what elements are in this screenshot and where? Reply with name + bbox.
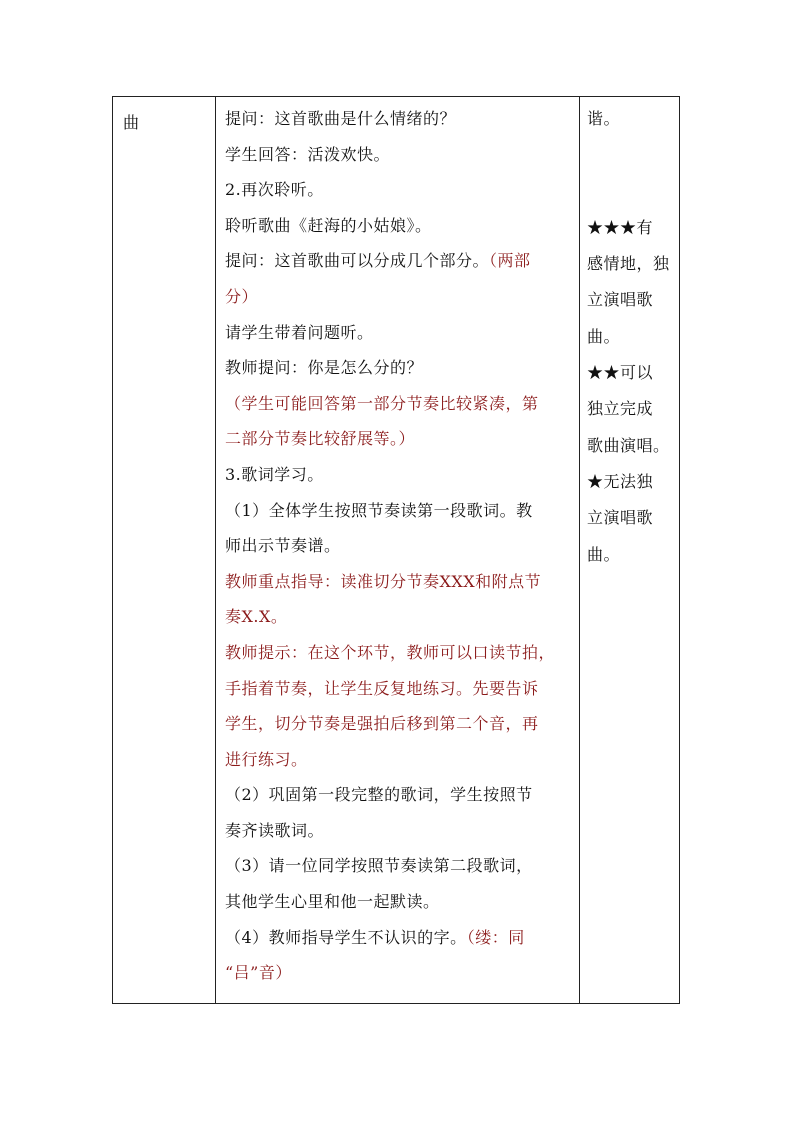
evaluation-line: 感情地，独 bbox=[587, 254, 670, 274]
lesson-table bbox=[112, 96, 680, 1004]
activity-text: （4）教师指导学生不认识的字。 bbox=[225, 927, 467, 947]
activity-text: 提问：这首歌曲可以分成几个部分。 bbox=[225, 251, 490, 271]
activity-line bbox=[225, 671, 573, 707]
activity-text: （1）全体学生按照节奏读第一段歌词。教 bbox=[225, 500, 533, 520]
evaluation-line: 谐。 bbox=[587, 109, 621, 128]
activity-line bbox=[225, 955, 573, 991]
evaluation-line: 立演唱歌 bbox=[587, 290, 654, 310]
evaluation-line: 曲。 bbox=[587, 326, 621, 346]
activity-line bbox=[225, 386, 573, 422]
activity-text: 二部分节奏比较舒展等。） bbox=[225, 429, 416, 449]
activity-text: 教师提问：你是怎么分的？ bbox=[225, 358, 424, 378]
activity-text: 学生，切分节奏是强拍后移到第二个音，再 bbox=[225, 714, 539, 734]
evaluation-line bbox=[587, 137, 675, 173]
activity-line bbox=[225, 742, 573, 778]
evaluation-line: ★★★有 bbox=[587, 217, 654, 237]
table-cell-evaluation bbox=[579, 97, 679, 1003]
activity-line bbox=[225, 101, 573, 137]
table-cell-step bbox=[113, 97, 215, 1003]
activity-text: 提问：这首歌曲是什么情绪的？ bbox=[225, 109, 457, 128]
evaluation-line: 歌曲演唱。 bbox=[587, 435, 670, 455]
activity-line bbox=[225, 279, 573, 315]
evaluation-line: ★无法独 bbox=[587, 471, 654, 491]
evaluation-line: 独立完成 bbox=[587, 399, 654, 419]
activity-text: 奏X.X。 bbox=[225, 607, 288, 627]
activity-line bbox=[225, 920, 573, 956]
activity-line bbox=[225, 706, 573, 742]
activity-line bbox=[225, 599, 573, 635]
activity-line bbox=[225, 172, 573, 208]
activity-line bbox=[225, 315, 573, 351]
activity-line bbox=[225, 635, 573, 671]
activity-text: 教师重点指导：读准切分节奏XXX和附点节 bbox=[225, 571, 542, 591]
activity-text: （2）巩固第一段完整的歌词，学生按照节 bbox=[225, 785, 533, 805]
activity-answer-text: （缕：同 bbox=[466, 927, 525, 947]
activity-line bbox=[225, 884, 573, 920]
activity-text: 奏齐读歌词。 bbox=[225, 820, 325, 840]
activity-line bbox=[225, 243, 573, 279]
activity-line bbox=[225, 421, 573, 457]
activity-text: 3.歌词学习。 bbox=[225, 464, 324, 484]
activity-text: 其他学生心里和他一起默读。 bbox=[225, 892, 440, 912]
activity-line bbox=[225, 493, 573, 529]
activity-line bbox=[225, 350, 573, 386]
activity-line bbox=[225, 208, 573, 244]
activity-line bbox=[225, 528, 573, 564]
table-cell-activities bbox=[215, 97, 579, 1003]
activity-text: 师出示节奏谱。 bbox=[225, 536, 341, 556]
activity-text: 学生回答：活泼欢快。 bbox=[225, 144, 391, 164]
activity-text: 分） bbox=[225, 286, 259, 306]
activity-text: 进行练习。 bbox=[225, 749, 308, 769]
activity-text: （学生可能回答第一部分节奏比较紧凑，第 bbox=[225, 393, 539, 413]
evaluation-line bbox=[587, 174, 675, 210]
step-label: 曲 bbox=[123, 113, 140, 132]
activity-line bbox=[225, 777, 573, 813]
activity-line bbox=[225, 457, 573, 493]
activity-line bbox=[225, 137, 573, 173]
activity-line bbox=[225, 564, 573, 600]
evaluation-line: 立演唱歌 bbox=[587, 508, 654, 528]
activity-text: 手指着节奏，让学生反复地练习。先要告诉 bbox=[225, 678, 539, 698]
activity-text: 请学生带着问题听。 bbox=[225, 322, 374, 342]
activity-text: 2.再次聆听。 bbox=[225, 180, 324, 200]
activity-line bbox=[225, 848, 573, 884]
activity-text: 聆听歌曲《赶海的小姑娘》。 bbox=[225, 215, 432, 235]
activity-line bbox=[225, 813, 573, 849]
activity-text: “吕”音） bbox=[225, 963, 292, 983]
activity-text: 教师提示：在这个环节，教师可以口读节拍， bbox=[225, 642, 556, 662]
activity-answer-text: （两部 bbox=[489, 251, 531, 271]
evaluation-line: ★★可以 bbox=[587, 363, 654, 383]
evaluation-line: 曲。 bbox=[587, 544, 621, 564]
activity-text: （3）请一位同学按照节奏读第二段歌词， bbox=[225, 856, 533, 876]
